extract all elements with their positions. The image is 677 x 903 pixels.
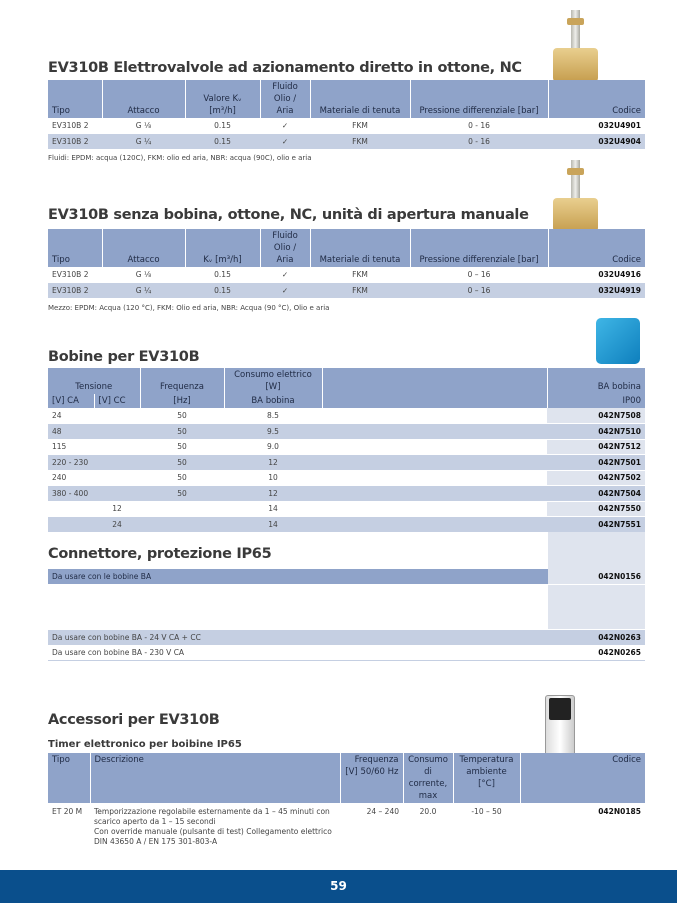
table-row: 48 50 9.5 042N7510 — [48, 424, 645, 440]
table-row: Da usare con bobine BA - 24 V CA + CC 042N0263 — [48, 630, 645, 646]
valve-no-coil-image — [548, 160, 603, 235]
table-row: 115 50 9.0 042N7512 — [48, 439, 645, 455]
accessory-table: Tipo Descrizione Frequenza [V] 50/60 Hz Consumo di corrente, max Temperatura ambiente [°C] Codice ET 20 M Temporizzazione regolabile esternamente da 1 – 45 minuti con scarico aperto da 1 – 15 secondi Con override manuale (pulsante di test) Collegamento elettrico DIN 43650 A / EN 175 301-803-A 24 – 240 20.0 -10 – 50 042N0185 — [48, 753, 645, 848]
valve-no-coil-table: Tipo Attacco Kᵥ [m³/h] Fluido Olio / Aria Materiale di tenuta Pressione differenziale [bar] Codice EV310B 2 G ¹⁄₈ 0.15 ✓ FKM 0 – 16 032U4916 EV310B 2 G ¼ 0.15 ✓ FKM 0 – 16 032U4919 — [48, 229, 645, 299]
fluid-note: Fluidi: EPDM: acqua (120C), FKM: olio ed aria, NBR: acqua (90C), olio e aria — [48, 154, 312, 162]
table-row: EV310B 2 G ¼ 0.15 ✓ FKM 0 - 16 032U4904 — [48, 134, 645, 150]
table-row: Da usare con bobine BA - 230 V CA 042N0265 — [48, 645, 645, 661]
table-row: Da usare con le bobine BA 042N0156 — [48, 569, 645, 585]
table-row: 380 - 400 50 12 042N7504 — [48, 486, 645, 502]
table-row: 220 - 230 50 12 042N7501 — [48, 455, 645, 471]
section-title: Bobine per EV310B — [48, 349, 200, 365]
table-row: ET 20 M Temporizzazione regolabile esternamente da 1 – 45 minuti con scarico aperto da 1 – 15 secondi Con override manuale (pulsante di test) Collegamento elettrico DIN 43650 A / EN 175 301-803-A 24 – 240 20.0 -10 – 50 042N0185 — [48, 803, 645, 848]
valve-table: Tipo Attacco Valore Kᵥ [m³/h] Fluido Olio / Aria Materiale di tenuta Pressione differenziale [bar] Codice EV310B 2 G ¹⁄₈ 0.15 ✓ FKM 0 - 16 032U4901 EV310B 2 G ¼ 0.15 ✓ FKM 0 - 16 032U4904 — [48, 80, 645, 150]
page-number: 59 — [0, 870, 677, 903]
table-row: 240 50 10 042N7502 — [48, 470, 645, 486]
subsection-title: Timer elettronico per boibine IP65 — [48, 739, 242, 750]
section-title: Accessori per EV310B — [48, 712, 220, 728]
table-row: EV310B 2 G ¹⁄₈ 0.15 ✓ FKM 0 - 16 032U4901 — [48, 118, 645, 134]
section-title: Connettore, protezione IP65 — [48, 546, 272, 562]
table-row: EV310B 2 G ¼ 0.15 ✓ FKM 0 – 16 032U4919 — [48, 283, 645, 299]
valve-image — [548, 10, 603, 85]
medium-note: Mezzo: EPDM: Acqua (120 °C), FKM: Olio ed aria, NBR: Acqua (90 °C), Olio e aria — [48, 304, 330, 312]
table-row: 12 14 042N7550 — [48, 501, 645, 517]
connector-table — [48, 569, 645, 661]
table-row: EV310B 2 G ¹⁄₈ 0.15 ✓ FKM 0 – 16 032U4916 — [48, 267, 645, 283]
coil-image — [596, 318, 640, 364]
table-row: 24 50 8.5 042N7508 — [48, 408, 645, 424]
coil-table: Tensione Frequenza Consumo elettrico [W] BA bobina [V] CA [V] CC [Hz] BA bobina IP00 24 50 8.5 042N7508 48 50 9.5 042N7510 115 50 9.0 042N7512 220 - 230 50 12 042N7501 240 50 10 042N7502 380 - 400 50 12 042N7504 12 14 042N7550 24 14 042N7551 — [48, 368, 645, 533]
table-row: 24 14 042N7551 — [48, 517, 645, 533]
section-title: EV310B senza bobina, ottone, NC, unità di apertura manuale — [48, 207, 529, 223]
section-title: EV310B Elettrovalvole ad azionamento diretto in ottone, NC — [48, 60, 522, 76]
